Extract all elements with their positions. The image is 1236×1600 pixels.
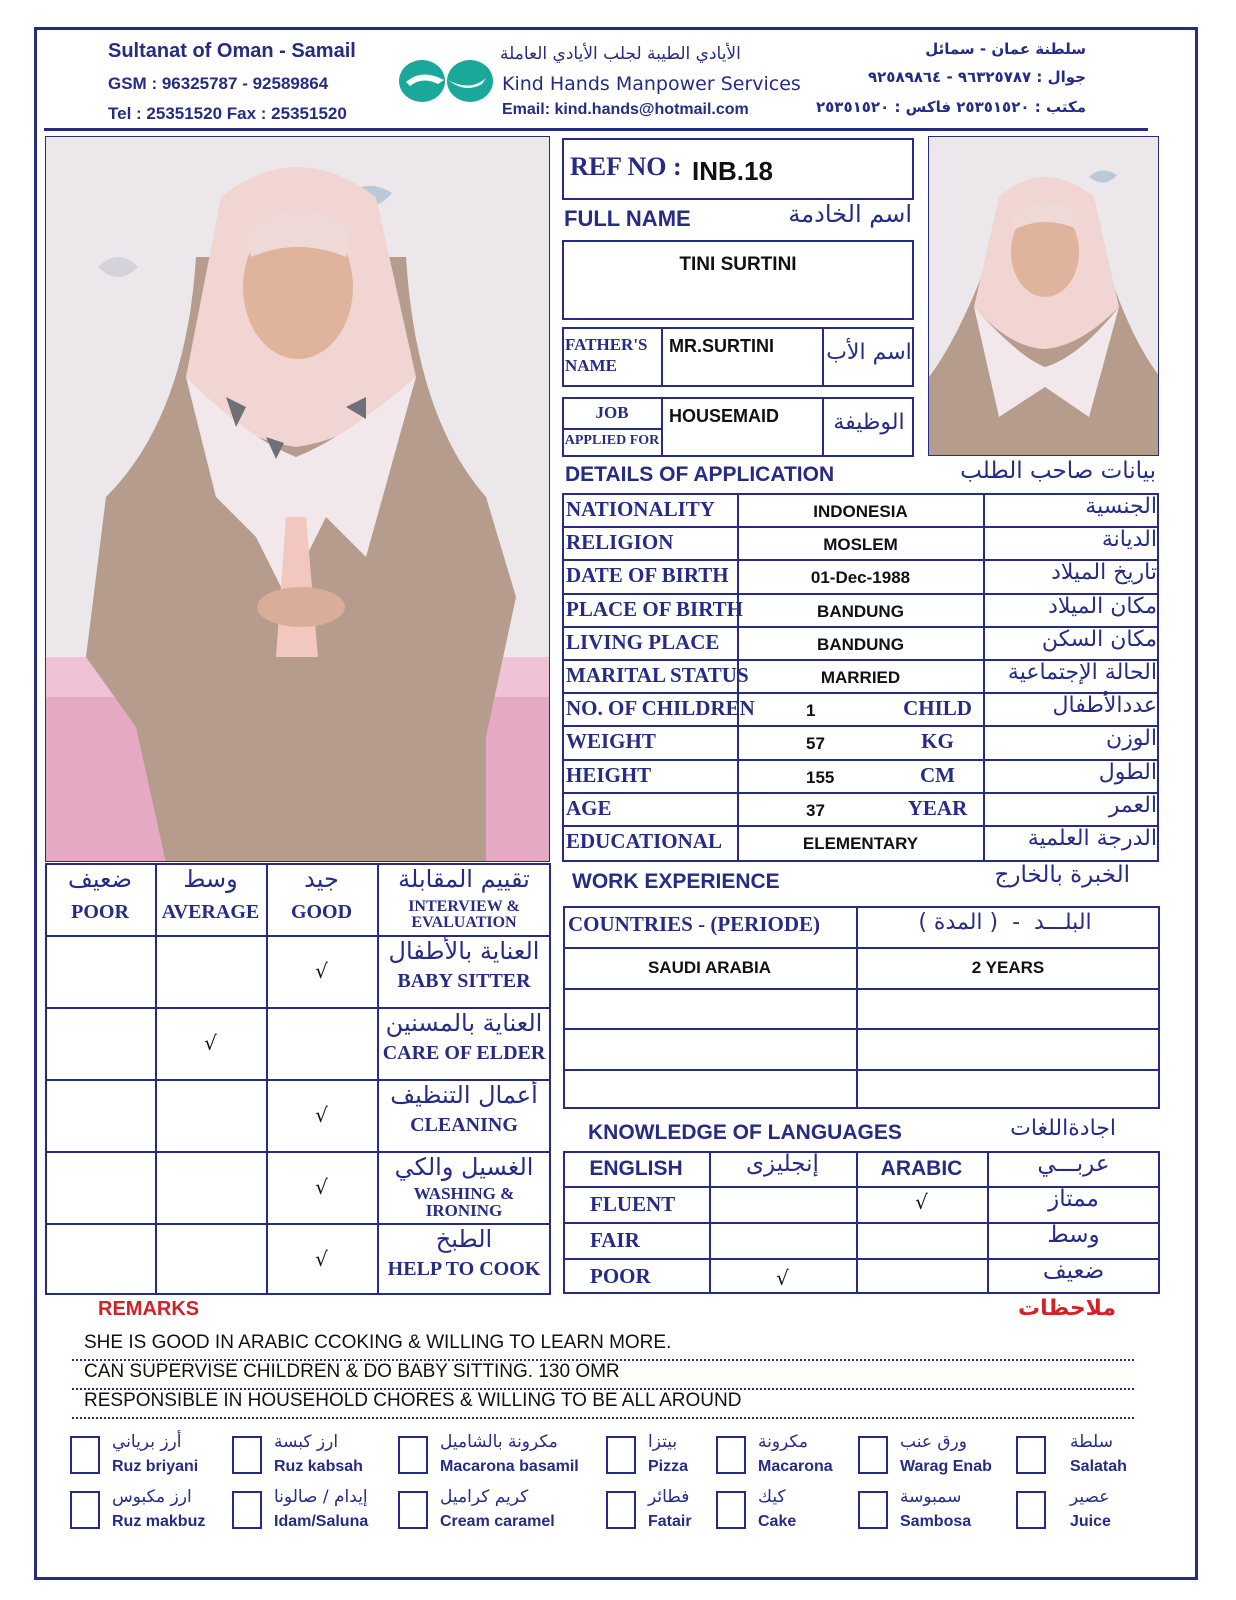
details-label-ar: الدرجة العلمية [1027, 826, 1157, 851]
evaluation-skill-ar: العناية بالمسنين [385, 1009, 543, 1037]
header-right-line1: سلطنة عمان - سمائل [925, 40, 1086, 58]
full-name-box [562, 240, 914, 320]
work-row-divider [563, 1069, 1160, 1071]
details-unit: CM [920, 762, 955, 787]
details-label-ar: عددالأطفال [1052, 693, 1157, 719]
languages-english-mark: √ [776, 1266, 789, 1290]
dish-name-ar: عصير [1070, 1487, 1110, 1507]
evaluation-header-en: GOOD [290, 901, 353, 923]
dish-name-ar: ارز مكبوس [112, 1487, 192, 1507]
dish-name-en: Macarona basamil [440, 1458, 579, 1475]
dish-name-en: Warag Enab [900, 1458, 992, 1475]
dish-name-en: Ruz briyani [112, 1458, 199, 1475]
dish-name-en: Fatair [648, 1513, 692, 1530]
details-value: 01-Dec-1988 [810, 568, 911, 588]
evaluation-skill-en: HELP TO COOK [387, 1258, 541, 1280]
remarks-title-ar: ملاحظات [1018, 1296, 1116, 1321]
dish-name-ar: فطائر [648, 1487, 690, 1507]
father-label-ar: اسم الأب [826, 340, 912, 365]
header-right-line2: جوال : ٩٦٣٢٥٧٨٧ - ٩٢٥٨٩٨٦٤ [868, 68, 1086, 86]
dish-name-en: Salatah [1070, 1458, 1127, 1475]
details-unit: CHILD [903, 696, 972, 721]
dish-name-ar: بيتزا [648, 1432, 678, 1452]
details-value: MOSLEM [823, 535, 898, 555]
dish-name-ar: إيدام / صالونا [274, 1487, 368, 1507]
company-email: Email: kind.hands@hotmail.com [502, 101, 749, 118]
ref-no-label: REF NO : [570, 152, 682, 181]
evaluation-skill-en: CARE OF ELDER [382, 1042, 546, 1064]
dish-checkbox[interactable] [716, 1436, 746, 1474]
details-label-ar: الحالة الإجتماعية [1007, 660, 1157, 685]
work-row-divider [563, 947, 1160, 949]
dish-checkbox[interactable] [70, 1491, 100, 1529]
dish-checkbox[interactable] [858, 1491, 888, 1529]
remarks-line: CAN SUPERVISE CHILDREN & DO BABY SITTING. 130 OMR [84, 1361, 620, 1382]
dish-checkbox[interactable] [606, 1491, 636, 1529]
evaluation-tick-mark: √ [315, 1103, 328, 1127]
dish-name-en: Ruz makbuz [112, 1513, 206, 1530]
father-label-en-2: NAME [565, 356, 617, 375]
job-label-en-2: APPLIED FOR [564, 433, 660, 448]
dish-checkbox[interactable] [398, 1436, 428, 1474]
languages-arabic-en: ARABIC [880, 1157, 963, 1180]
dish-name-en: Macarona [758, 1458, 833, 1475]
details-value: BANDUNG [817, 634, 904, 654]
evaluation-header-ar: تقييم المقابلة [398, 865, 530, 893]
full-name-value: TINI SURTINI [679, 254, 797, 275]
evaluation-tick-mark: √ [315, 1175, 328, 1199]
details-label-en: LIVING PLACE [566, 629, 720, 654]
father-divider-2 [822, 327, 824, 387]
work-experience-title-en: WORK EXPERIENCE [572, 870, 780, 893]
work-col-divider [856, 906, 858, 1109]
languages-title-en: KNOWLEDGE OF LANGUAGES [588, 1121, 902, 1144]
dish-checkbox[interactable] [716, 1491, 746, 1529]
dish-name-ar: مكرونة بالشاميل [440, 1432, 558, 1452]
dish-checkbox[interactable] [1016, 1436, 1046, 1474]
evaluation-skill-ar: الغسيل والكي [394, 1153, 534, 1181]
details-label-en: EDUCATIONAL [566, 829, 722, 853]
details-label-en: PLACE OF BIRTH [566, 596, 744, 621]
details-label-ar: الطول [1098, 759, 1157, 785]
evaluation-header-en: AVERAGE [161, 901, 260, 923]
details-label-ar: العمر [1108, 792, 1157, 818]
languages-level-ar: ممتاز [1048, 1186, 1099, 1212]
details-title-en: DETAILS OF APPLICATION [565, 463, 835, 486]
evaluation-tick-mark: √ [315, 959, 328, 983]
dish-checkbox[interactable] [1016, 1491, 1046, 1529]
work-header-countries: COUNTRIES - (PERIODE) [568, 912, 821, 936]
evaluation-header-en: POOR [71, 901, 129, 923]
dish-name-en: Sambosa [900, 1513, 972, 1530]
details-value: MARRIED [820, 668, 901, 687]
company-logo-icon [398, 58, 494, 104]
father-divider-1 [661, 327, 663, 387]
work-header-period-ar: البلـــد - ( المدة ) [918, 910, 1092, 935]
dish-name-ar: كريم كراميل [440, 1487, 529, 1507]
remarks-line: RESPONSIBLE IN HOUSEHOLD CHORES & WILLING TO BE ALL AROUND [84, 1390, 742, 1411]
details-label-en: HEIGHT [566, 762, 652, 787]
evaluation-header-ar: ضعيف [67, 865, 133, 893]
dish-name-en: Idam/Saluna [274, 1513, 369, 1530]
job-label-ar: الوظيفة [833, 410, 905, 435]
details-label-en: NATIONALITY [566, 497, 715, 521]
dish-checkbox[interactable] [398, 1491, 428, 1529]
details-label-ar: الجنسية [1085, 494, 1157, 519]
dish-checkbox[interactable] [232, 1436, 262, 1474]
work-period: 2 YEARS [971, 958, 1045, 977]
details-label-ar: الديانة [1101, 527, 1157, 553]
dish-name-ar: أرز برياني [112, 1432, 182, 1452]
company-name-ar: الأيادي الطيبة لجلب الأيادي العاملة [500, 44, 741, 64]
evaluation-skill-ar: أعمال التنظيف [390, 1081, 538, 1109]
full-name-label-en: FULL NAME [564, 206, 691, 231]
dish-name-ar: سمبوسة [900, 1487, 962, 1507]
dish-checkbox[interactable] [858, 1436, 888, 1474]
candidate-portrait-photo [928, 136, 1159, 456]
evaluation-skill-en: WASHING & IRONING [413, 1184, 515, 1220]
dish-checkbox[interactable] [232, 1491, 262, 1529]
work-row-divider [563, 1028, 1160, 1030]
details-unit: KG [921, 729, 954, 754]
company-name-en: Kind Hands Manpower Services [502, 73, 801, 95]
evaluation-header-en: INTERVIEW & EVALUATION [408, 898, 520, 931]
details-label-en: DATE OF BIRTH [566, 563, 729, 588]
header-left-line2: GSM : 96325787 - 92589864 [108, 74, 329, 93]
dish-name-ar: سلطة [1070, 1432, 1113, 1452]
details-value: 155 [806, 767, 835, 787]
details-value: BANDUNG [817, 601, 904, 621]
languages-level-en: FAIR [590, 1228, 640, 1252]
languages-level-en: POOR [590, 1264, 651, 1288]
header-right-line3: مكتب : ٢٥٣٥١٥٢٠ فاكس : ٢٥٣٥١٥٢٠ [815, 98, 1086, 116]
languages-level-en: FLUENT [590, 1192, 676, 1216]
job-label-en-1: JOB [595, 403, 629, 422]
languages-english-ar: إنجليزى [746, 1151, 819, 1177]
dish-name-en: Pizza [648, 1458, 689, 1475]
languages-arabic-ar: عربـــي [1037, 1151, 1110, 1177]
full-name-label-ar: اسم الخادمة [788, 200, 912, 228]
details-label-en: MARITAL STATUS [566, 663, 749, 687]
details-value: INDONESIA [813, 502, 908, 521]
dish-name-ar: ارز كبسة [274, 1432, 339, 1452]
evaluation-skill-ar: العناية بالأطفال [388, 937, 540, 965]
languages-arabic-mark: √ [915, 1190, 928, 1214]
header-left-line1: Sultanat of Oman - Samail [108, 40, 356, 62]
details-value: 57 [806, 734, 825, 754]
dish-name-en: Juice [1070, 1513, 1111, 1530]
languages-level-ar: ضعيف [1042, 1258, 1105, 1284]
dish-name-en: Ruz kabsah [274, 1458, 363, 1475]
evaluation-header-ar: وسط [183, 865, 238, 893]
father-name-value: MR.SURTINI [669, 336, 774, 356]
dish-checkbox[interactable] [70, 1436, 100, 1474]
remarks-line: SHE IS GOOD IN ARABIC CCOKING & WILLING TO LEARN MORE. [84, 1332, 672, 1353]
job-divider-2 [822, 397, 824, 457]
header-left-line3: Tel : 25351520 Fax : 25351520 [108, 104, 347, 123]
header-divider [44, 128, 1148, 131]
candidate-full-photo [45, 136, 550, 862]
work-country: SAUDI ARABIA [647, 958, 772, 977]
details-title-ar: بيانات صاحب الطلب [960, 458, 1156, 484]
languages-level-ar: وسط [1047, 1222, 1100, 1248]
dish-checkbox[interactable] [606, 1436, 636, 1474]
work-row-divider [563, 988, 1160, 990]
details-unit: YEAR [907, 795, 968, 820]
details-label-en: RELIGION [566, 530, 674, 555]
details-label-ar: مكان الميلاد [1048, 593, 1157, 619]
ref-no-value: INB.18 [692, 156, 773, 186]
work-experience-title-ar: الخبرة بالخارج [994, 862, 1130, 888]
details-label-en: WEIGHT [566, 729, 656, 754]
evaluation-skill-ar: الطبخ [435, 1225, 493, 1253]
job-value: HOUSEMAID [669, 406, 780, 426]
dish-name-ar: كيك [758, 1487, 786, 1507]
details-label-ar: تاريخ الميلاد [1051, 560, 1157, 586]
details-label-ar: الوزن [1106, 726, 1157, 752]
details-value: 1 [806, 701, 816, 721]
father-label-en-1: FATHER'S [565, 335, 648, 354]
dish-name-ar: مكرونة [758, 1432, 808, 1452]
details-label-ar: مكان السكن [1041, 626, 1157, 652]
dish-name-en: Cake [758, 1513, 797, 1530]
languages-title-ar: اجادةاللغات [1010, 1116, 1116, 1141]
dish-name-ar: ورق عنب [900, 1432, 967, 1452]
job-label-divider [562, 428, 662, 430]
dish-name-en: Cream caramel [440, 1513, 555, 1530]
evaluation-tick-mark: √ [204, 1031, 217, 1055]
evaluation-header-ar: جيد [304, 865, 339, 893]
languages-english-en: ENGLISH [589, 1157, 683, 1180]
evaluation-tick-mark: √ [315, 1247, 328, 1271]
remarks-dotted-rule [72, 1417, 1134, 1419]
details-value: 37 [806, 800, 825, 820]
evaluation-skill-en: BABY SITTER [397, 970, 531, 992]
details-label-en: NO. OF CHILDREN [566, 696, 755, 721]
details-value: ELEMENTARY [802, 834, 919, 853]
details-label-en: AGE [566, 795, 612, 820]
remarks-title-en: REMARKS [98, 1298, 200, 1320]
evaluation-skill-en: CLEANING [410, 1114, 518, 1136]
